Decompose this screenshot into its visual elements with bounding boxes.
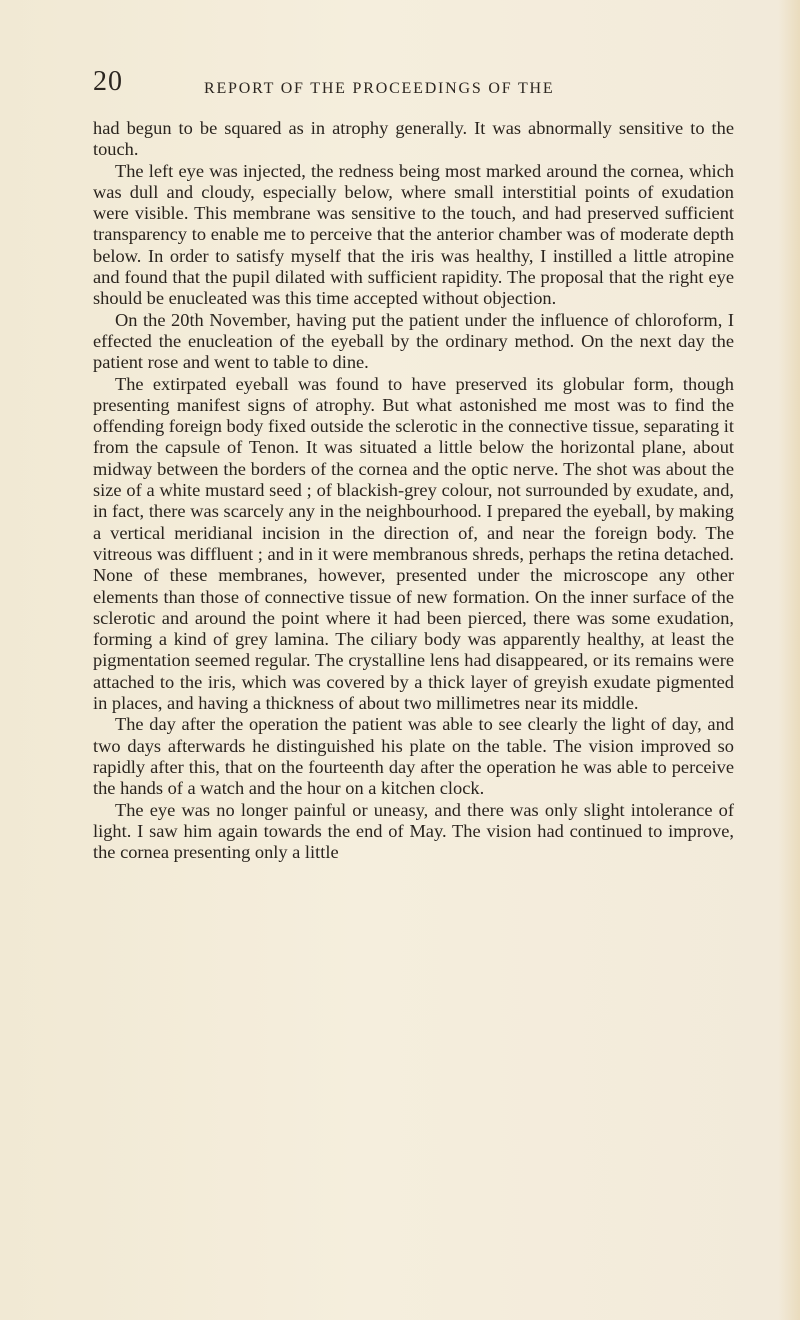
- body-text: [93, 118, 734, 863]
- paragraph-follow-up: The eye was no longer painful or uneasy, and there was only slight intolerance of light. I saw him again towards the end of May. The vision had continued to improve, the cornea presenting only a little: [93, 799, 734, 863]
- paragraph-continued: had begun to be squared as in atrophy generally. It was abnormally sensitive to the touch.: [93, 118, 734, 160]
- paragraph-extirpated-eyeball: The extirpated eyeball was found to have preserved its globular form, though presenting manifest signs of atrophy. But what astonished me most was to find the offending foreign body fixed outside the sclerotic in the connective tissue, separating it from the capsule of Tenon. It was situated a little below the horizontal plane, about midway between the borders of the cornea and the optic nerve. The shot was about the size of a white mustard seed ; of blackish-grey colour, not surrounded by exudate, and, in fact, there was scarcely any in the neighbourhood. I prepared the eyeball, by making a vertical meridianal incision in the direction of, and near the foreign body. The vitreous was diffluent ; and in it were membranous shreds, perhaps the retina detached. None of these membranes, however, presented under the microscope any other elements than those of connective tissue of new formation. On the inner surface of the sclerotic and around the point where it had been pierced, there was some exudation, forming a kind of grey lamina. The ciliary body was apparently healthy, at least the pigmentation seemed regular. The crystalline lens had disappeared, or its remains were attached to the iris, which was covered by a thick layer of greyish exudate pigmented in places, and having a thickness of about two millimetres near its middle.: [93, 373, 734, 714]
- paragraph-left-eye: The left eye was injected, the redness being most marked around the cornea, which was dull and cloudy, especially below, where small interstitial points of exudation were visible. This membrane was sensitive to the touch, and had preserved sufficient transparency to enable me to perceive that the anterior chamber was of moderate depth below. In order to satisfy myself that the iris was healthy, I instilled a little atropine and found that the pupil dilated with sufficient rapidity. The proposal that the right eye should be enucleated was this time accepted without objection.: [93, 160, 734, 309]
- paragraph-recovery: The day after the operation the patient was able to see clearly the light of day, and two days afterwards he distinguished his plate on the table. The vision improved so rapidly after this, that on the fourteenth day after the operation he was able to perceive the hands of a watch and the hour on a kitchen clock.: [93, 714, 734, 799]
- page-edge-shadow: [778, 0, 800, 1320]
- page-number: 20: [93, 66, 123, 97]
- running-head: REPORT OF THE PROCEEDINGS OF THE: [204, 80, 555, 97]
- paragraph-enucleation: On the 20th November, having put the patient under the influence of chloroform, I effected the enucleation of the eyeball by the ordinary method. On the next day the patient rose and went to table to dine.: [93, 309, 734, 373]
